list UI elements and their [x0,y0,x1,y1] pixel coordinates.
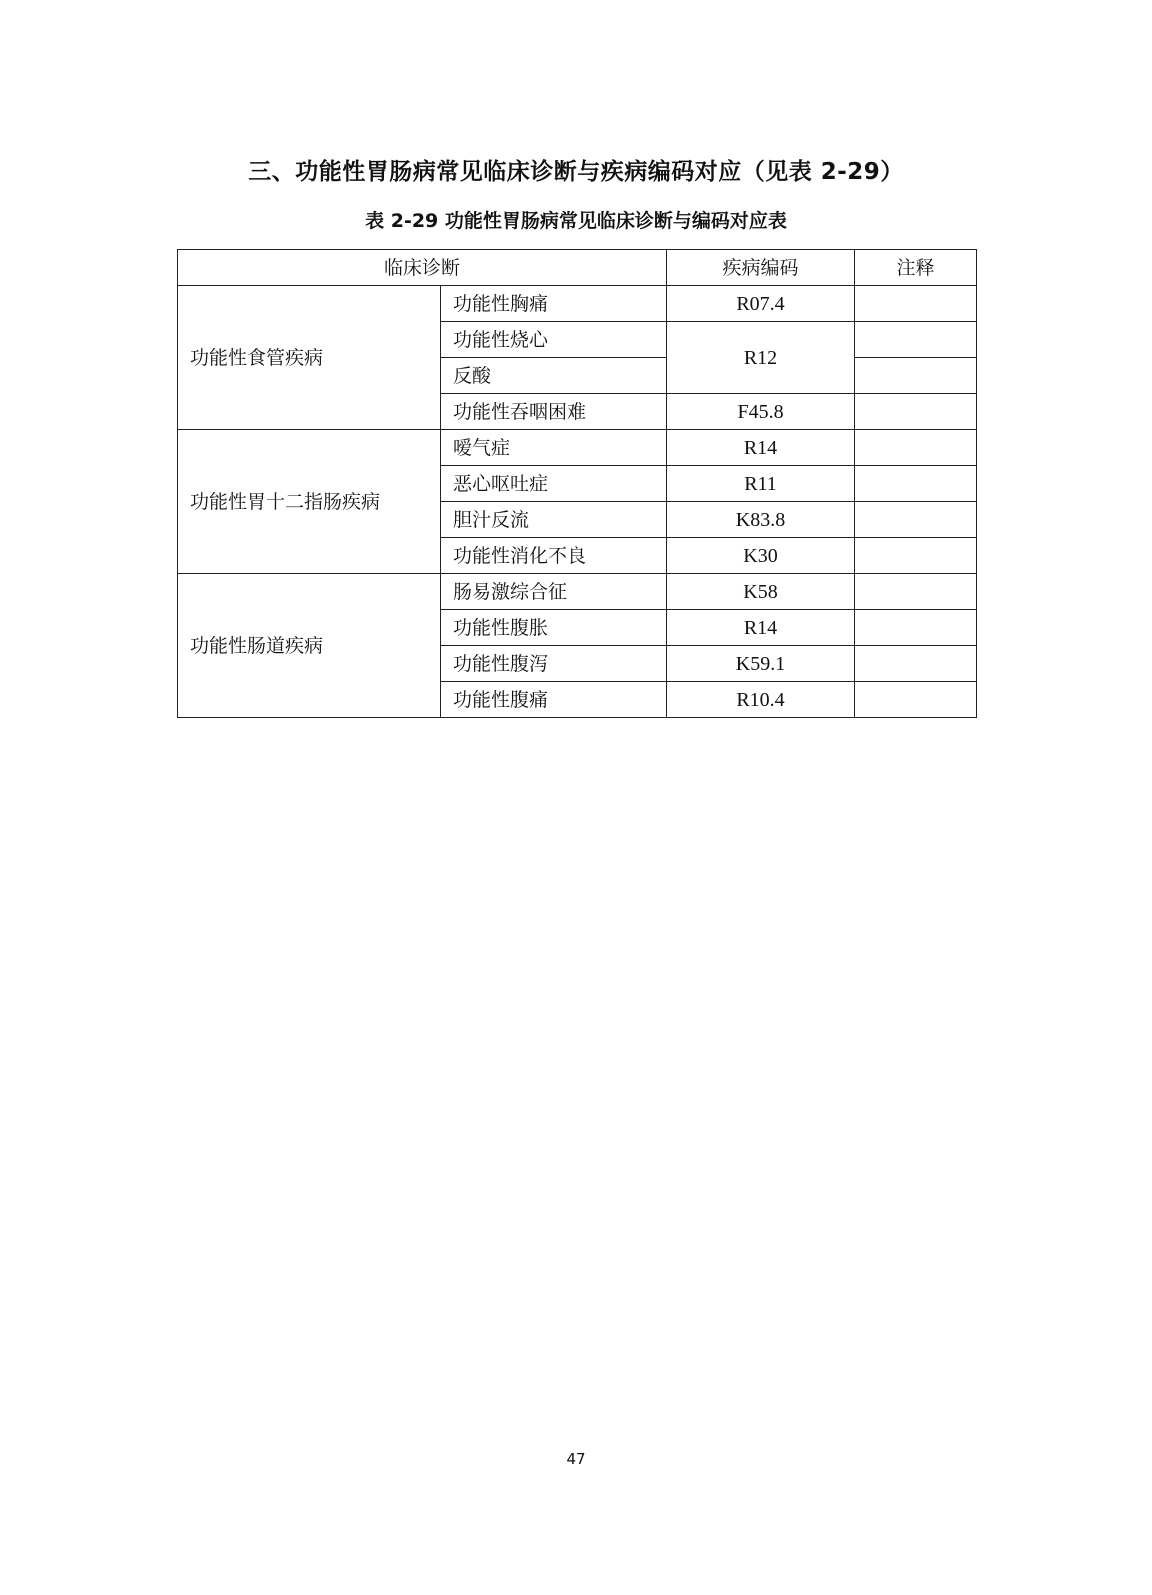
code-cell: F45.8 [667,394,855,430]
note-cell [855,646,977,682]
code-cell: R11 [667,466,855,502]
note-cell [855,538,977,574]
code-cell: R10.4 [667,682,855,718]
diagnosis-cell: 肠易激综合征 [441,574,667,610]
note-cell [855,286,977,322]
code-cell: R12 [667,322,855,394]
diagnosis-cell: 功能性吞咽困难 [441,394,667,430]
header-note: 注释 [855,250,977,286]
note-cell [855,466,977,502]
note-cell [855,322,977,358]
diagnosis-cell: 功能性腹泻 [441,646,667,682]
category-cell: 功能性胃十二指肠疾病 [178,430,441,574]
code-cell: R14 [667,430,855,466]
header-code: 疾病编码 [667,250,855,286]
diagnosis-cell: 功能性腹痛 [441,682,667,718]
category-cell: 功能性食管疾病 [178,286,441,430]
note-cell [855,610,977,646]
header-diagnosis: 临床诊断 [178,250,667,286]
code-cell: K83.8 [667,502,855,538]
diagnosis-cell: 胆汁反流 [441,502,667,538]
table-header-row [178,250,977,286]
note-cell [855,358,977,394]
diagnosis-cell: 功能性胸痛 [441,286,667,322]
diagnosis-cell: 嗳气症 [441,430,667,466]
code-cell: R07.4 [667,286,855,322]
diagnosis-cell: 反酸 [441,358,667,394]
note-cell [855,430,977,466]
code-cell: K58 [667,574,855,610]
table-caption: 表 2-29 功能性胃肠病常见临床诊断与编码对应表 [365,210,787,232]
table-row [178,286,977,322]
note-cell [855,682,977,718]
code-cell: K59.1 [667,646,855,682]
code-cell: R14 [667,610,855,646]
category-cell: 功能性肠道疾病 [178,574,441,718]
table-row [178,574,977,610]
table-row [178,430,977,466]
code-cell: K30 [667,538,855,574]
note-cell [855,394,977,430]
section-heading: 三、功能性胃肠病常见临床诊断与疾病编码对应（见表 2-29） [248,159,904,185]
page-number: 47 [566,1450,586,1468]
diagnosis-cell: 恶心呕吐症 [441,466,667,502]
diagnosis-cell: 功能性腹胀 [441,610,667,646]
diagnosis-cell: 功能性消化不良 [441,538,667,574]
diagnosis-code-table [177,249,977,718]
diagnosis-cell: 功能性烧心 [441,322,667,358]
note-cell [855,502,977,538]
note-cell [855,574,977,610]
